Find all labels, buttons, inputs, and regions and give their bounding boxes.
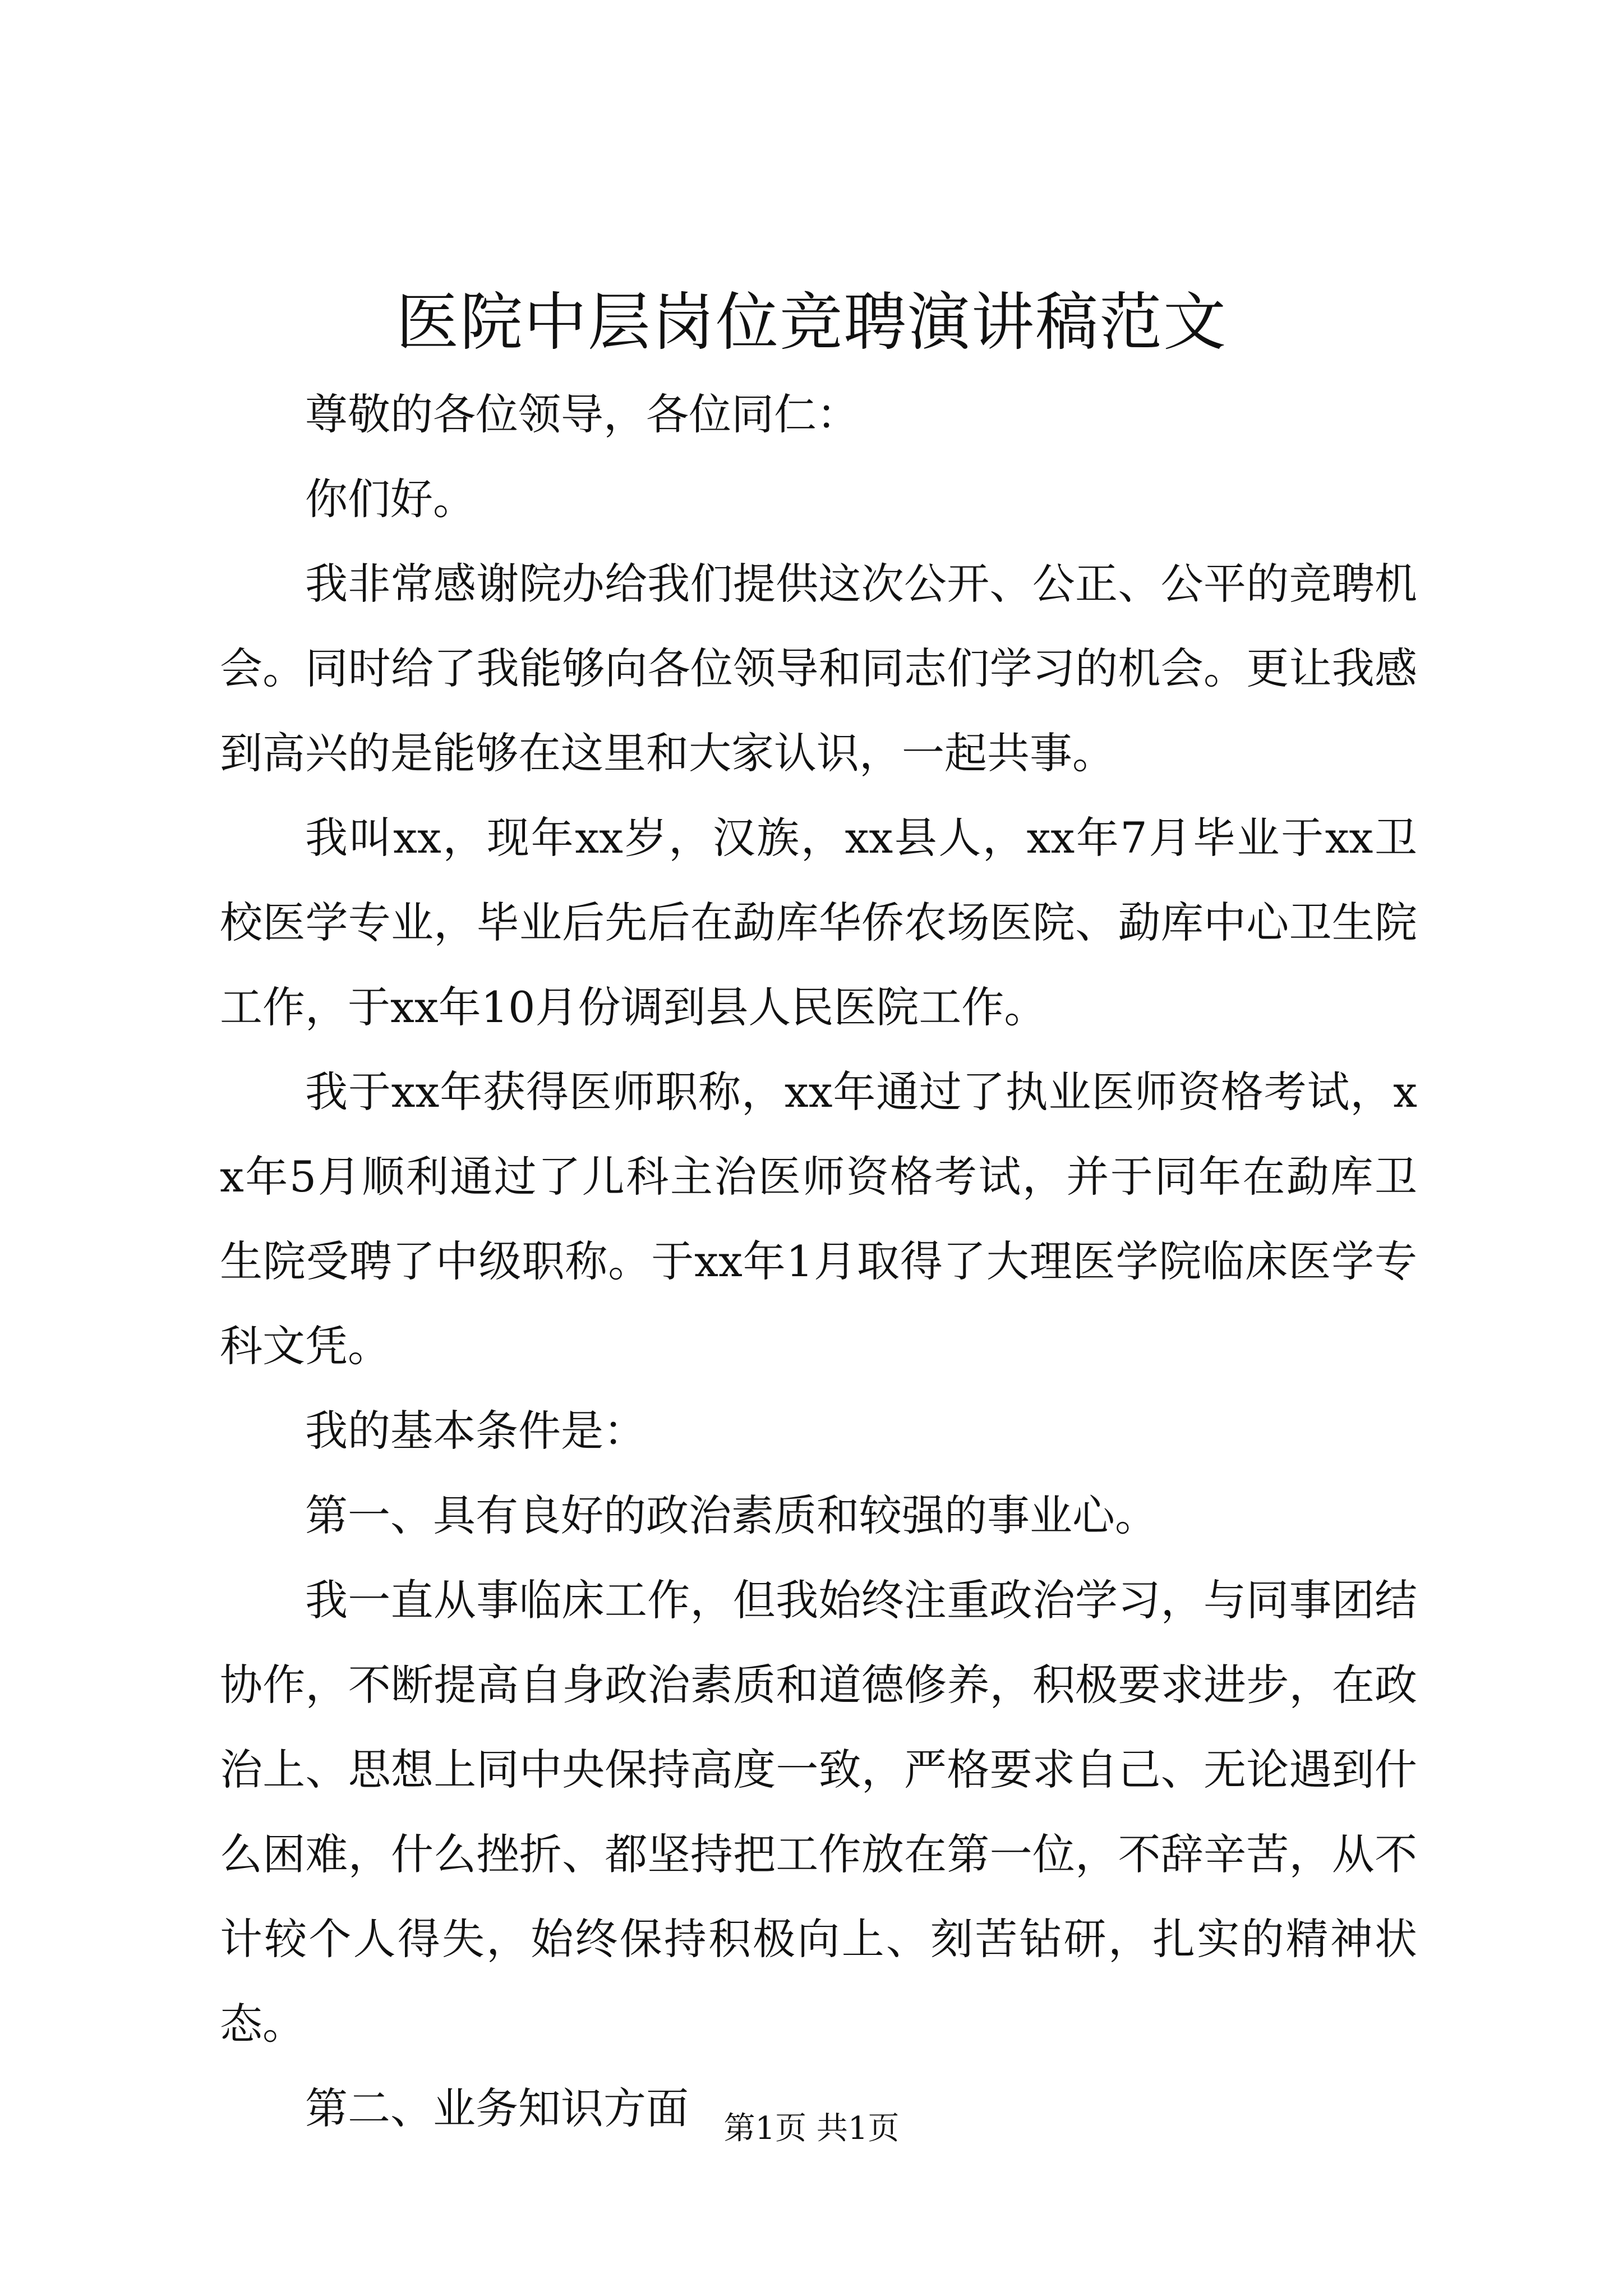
- paragraph-point-one-heading: 第一、具有良好的政治素质和较强的事业心。: [305, 1490, 1158, 1540]
- page-footer: 第1页 共1页: [723, 2110, 900, 2147]
- paragraph-hello: 你们好。: [305, 474, 476, 524]
- paragraph-qualifications: 我于xx年获得医师职称，xx年通过了执业医师资格考试，xx年5月顺利通过了儿科主治医师资格考试，并于同年在勐库卫生院受聘了中级职称。于xx年1月取得了大理医学院临床医学专科文凭。: [220, 1067, 1417, 1371]
- paragraph-point-two-heading: 第二、业务知识方面: [305, 2083, 689, 2133]
- paragraph-basic-conditions: 我的基本条件是：: [305, 1406, 646, 1456]
- paragraph-point-one-body: 我一直从事临床工作，但我始终注重政治学习，与同事团结协作，不断提高自身政治素质和道德修养，积极要求进步，在政治上、思想上同中央保持高度一致，严格要求自己、无论遇到什么困难，什么挫折、都坚持把工作放在第一位，不辞辛苦，从不计较个人得失，始终保持积极向上、刻苦钻研，扎实的精神状态。: [220, 1575, 1417, 2049]
- paragraph-introduction: 我叫xx，现年xx岁，汉族，xx县人，xx年7月毕业于xx卫校医学专业，毕业后先后在勐库华侨农场医院、勐库中心卫生院工作，于xx年10月份调到县人民医院工作。: [220, 813, 1417, 1032]
- paragraph-greeting: 尊敬的各位领导，各位同仁：: [305, 389, 859, 439]
- paragraph-thanks: 我非常感谢院办给我们提供这次公开、公正、公平的竞聘机会。同时给了我能够向各位领导和同志们学习的机会。更让我感到高兴的是能够在这里和大家认识，一起共事。: [220, 559, 1417, 778]
- document-title: 医院中层岗位竞聘演讲稿范文: [396, 286, 1227, 359]
- document-body: [220, 372, 1417, 2151]
